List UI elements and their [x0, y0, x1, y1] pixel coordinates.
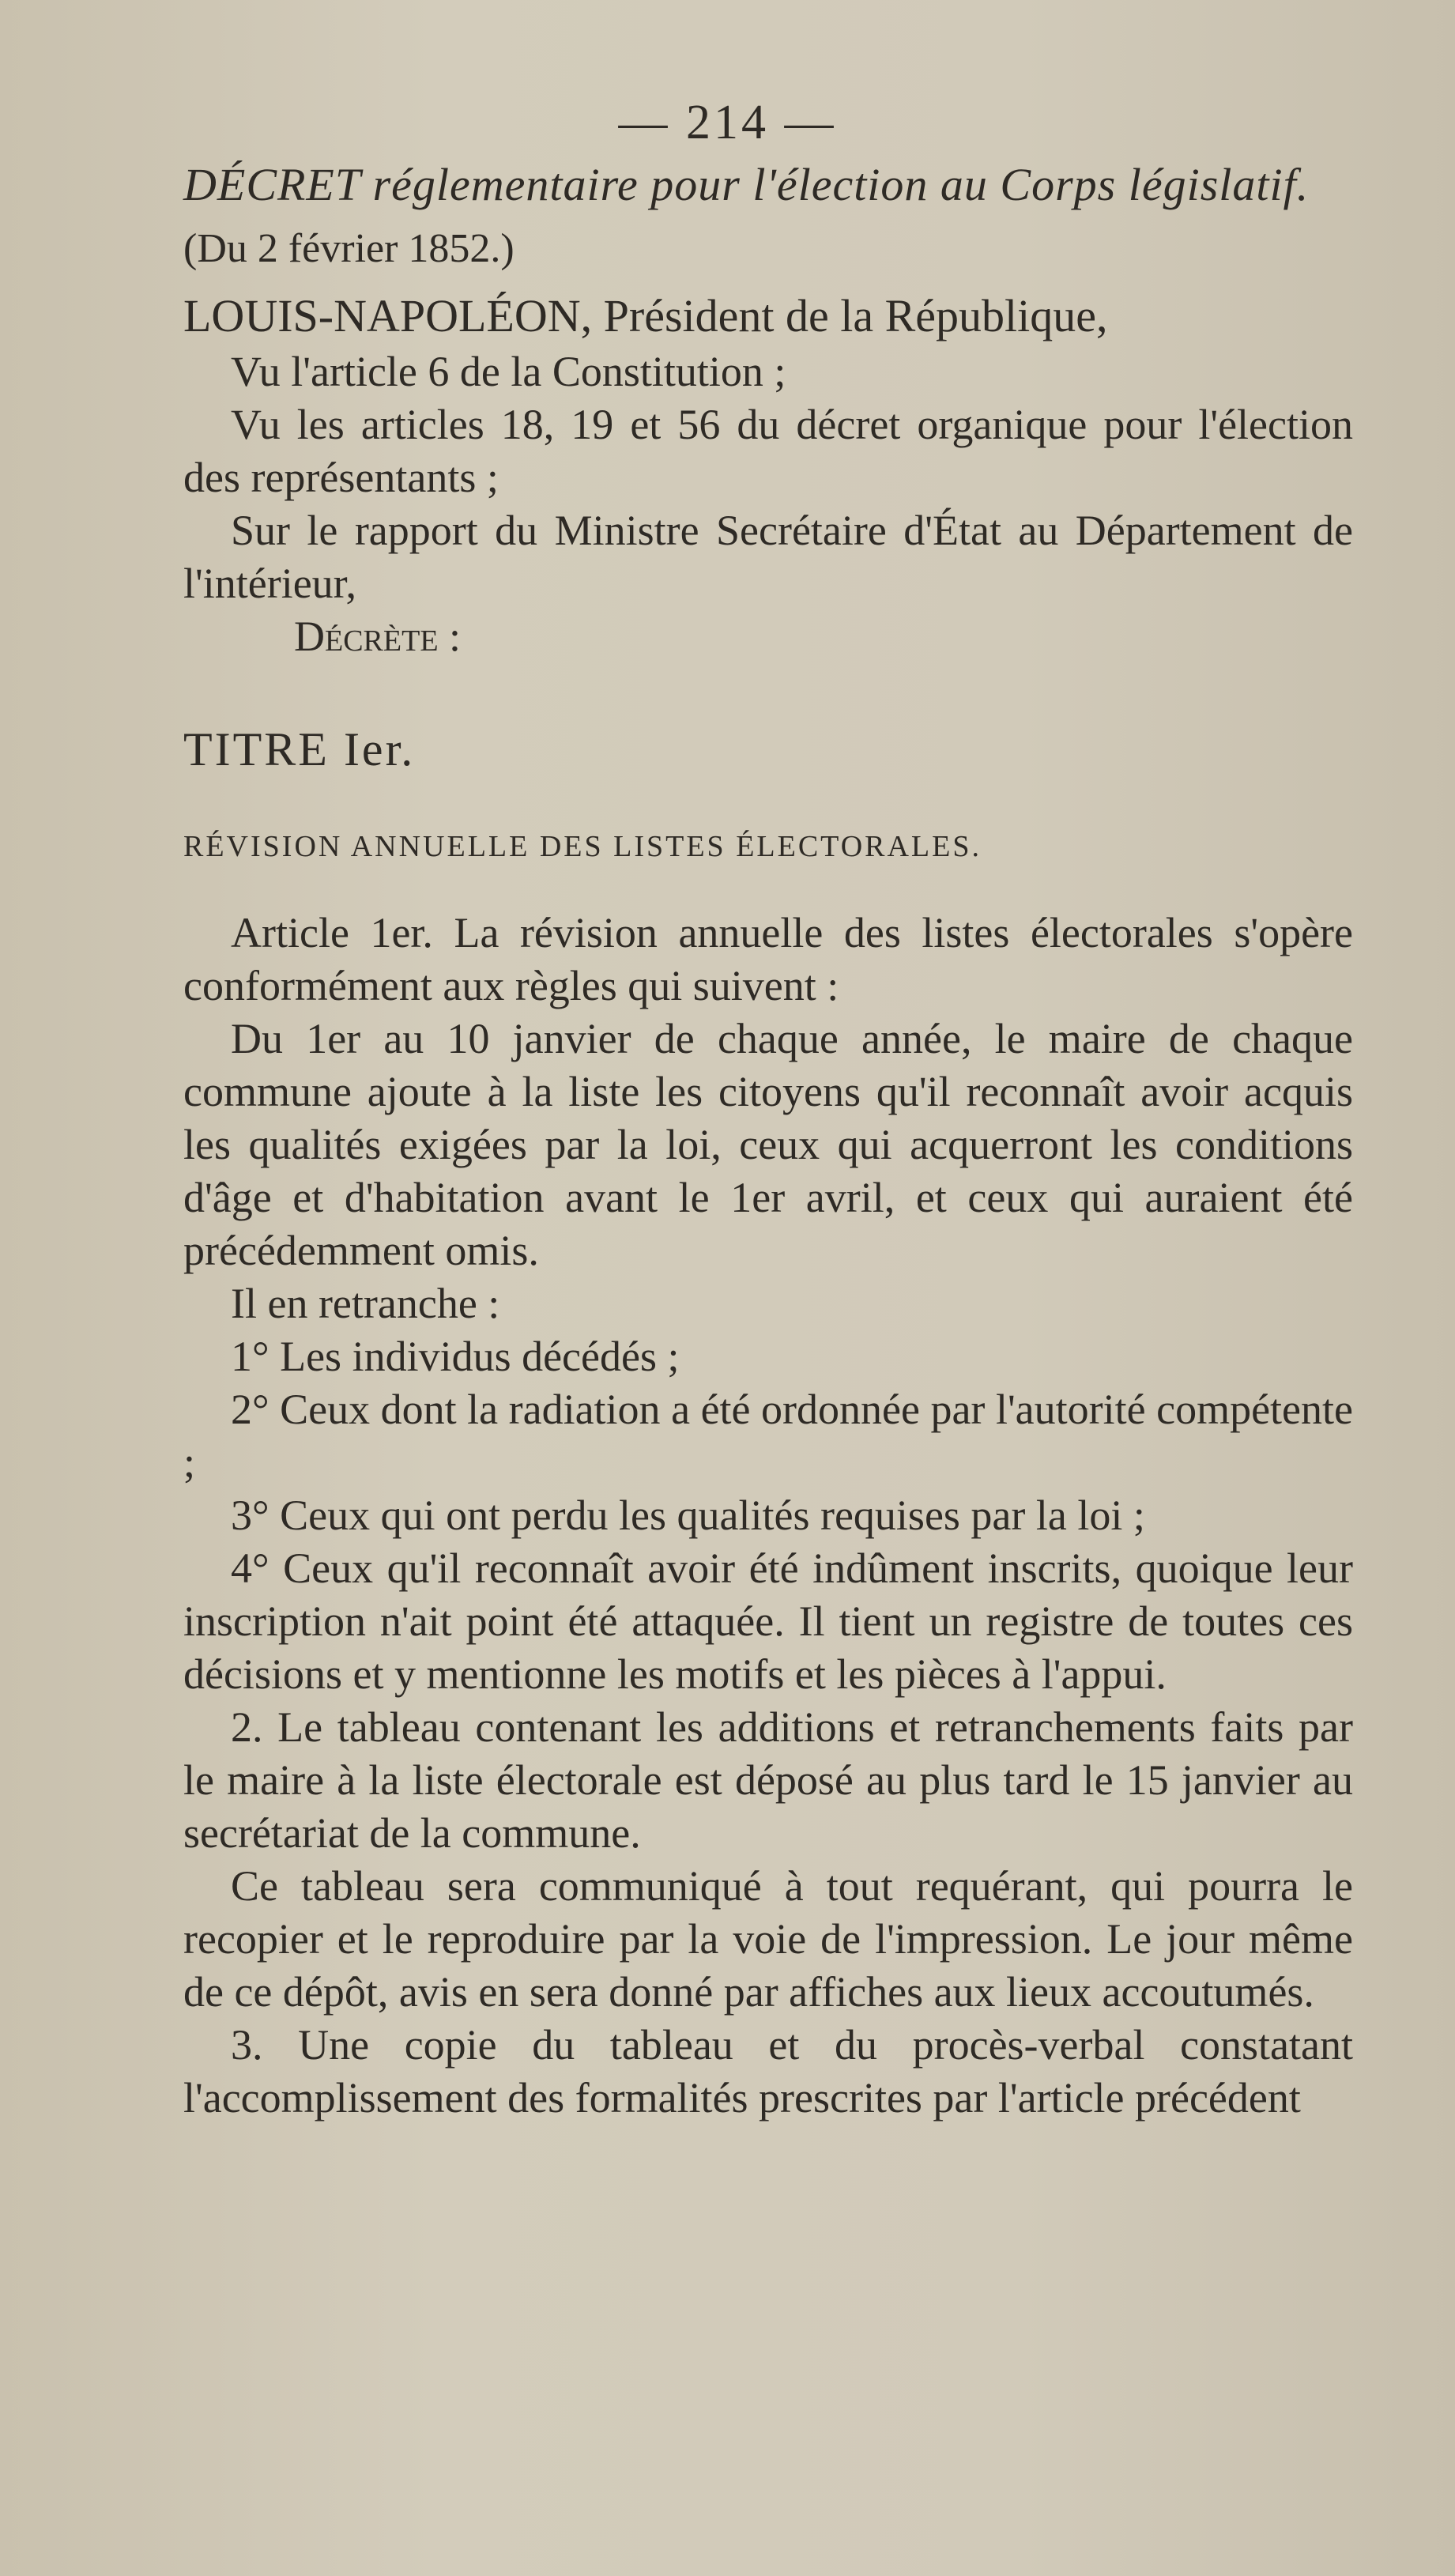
paragraph-article-2: 2. Le tableau contenant les additions et retranchements faits par le maire à la liste électorale est déposé au plus tard le 15 janvier au secrétariat de la commune. — [183, 1703, 1353, 1857]
titre-heading: TITRE Ier. — [183, 723, 416, 775]
list-item-3: 3° Ceux qui ont perdu les qualités requises par la loi ; — [231, 1492, 1145, 1539]
list-item-2: 2° Ceux dont la radiation a été ordonnée par l'autorité compétente ; — [183, 1386, 1353, 1486]
section-heading: RÉVISION ANNUELLE DES LISTES ÉLECTORALES. — [183, 830, 982, 863]
list-item-4: 4° Ceux qu'il reconnaît avoir été indûment inscrits, quoique leur inscription n'ait point été attaquée. Il tient un registre de toutes ces décisions et y mentionne les motifs et les pièces à l'appui. — [183, 1544, 1353, 1698]
signatory: LOUIS-NAPOLÉON, Président de la République, — [183, 290, 1108, 341]
consideration-1: Vu l'article 6 de la Constitution ; — [231, 348, 786, 395]
decree-date: (Du 2 février 1852.) — [183, 226, 515, 271]
paragraph-article-3: 3. Une copie du tableau et du procès-verbal constatant l'accomplissement des formalités prescrites par l'article précédent — [183, 2021, 1353, 2122]
consideration-3: Sur le rapport du Ministre Secrétaire d'État au Département de l'intérieur, — [183, 507, 1353, 607]
consideration-2: Vu les articles 18, 19 et 56 du décret organique pour l'élection des représentants ; — [183, 401, 1353, 501]
list-item-1: 1° Les individus décédés ; — [231, 1333, 680, 1380]
paragraph-tableau: Ce tableau sera communiqué à tout requérant, qui pourra le recopier et le reproduire par la voie de l'impression. Le jour même de ce dépôt, avis en sera donné par affiches aux lieux accoutumés. — [183, 1862, 1353, 2016]
paragraph-article-1: Article 1er. La révision annuelle des listes électorales s'opère conformément aux règles qui suivent : — [183, 909, 1353, 1009]
page-body — [183, 158, 1353, 2125]
page-number: — 214 — — [618, 96, 837, 149]
paragraph-retranche: Il en retranche : — [231, 1280, 500, 1327]
paragraph-revision-rules: Du 1er au 10 janvier de chaque année, le maire de chaque commune ajoute à la liste les citoyens qu'il reconnaît avoir acquis les qualités exigées par la loi, ceux qui acquerront les conditions d'âge et d'habitation avant le 1er avril, et ceux qui auraient été précédemment omis. — [183, 1015, 1353, 1274]
decree-title: DÉCRET réglementaire pour l'élection au Corps législatif. — [183, 159, 1310, 210]
decrete-heading: Décrète : — [294, 613, 462, 660]
